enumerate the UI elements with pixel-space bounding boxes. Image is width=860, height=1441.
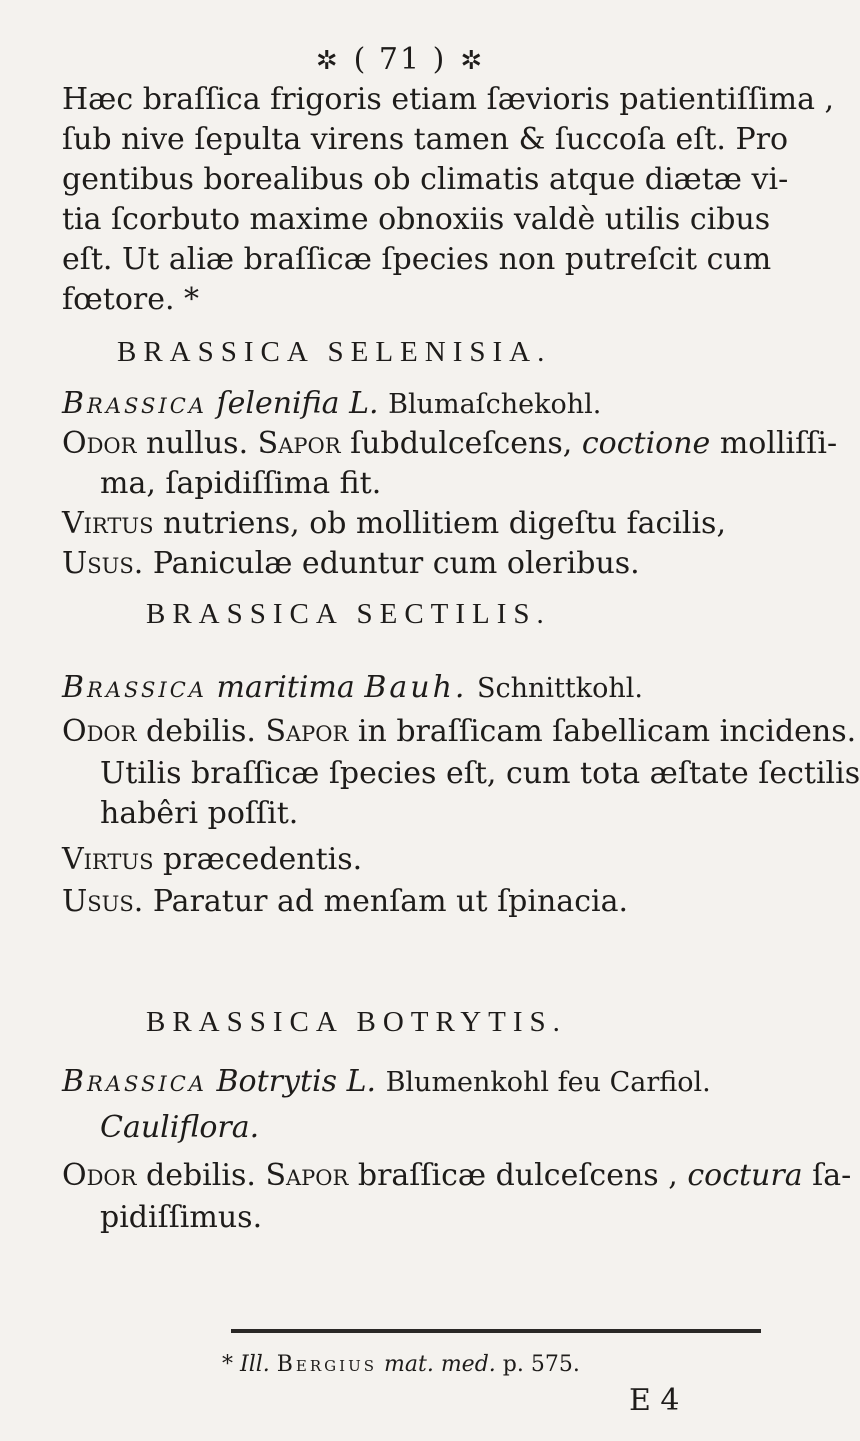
species-epithet: ſelenifia [216,386,340,421]
alternate-name: Cauliflora. [100,1110,260,1145]
german-name: Blumenkohl feu Carfiol. [385,1067,711,1098]
odor-label: Odor [62,426,137,461]
footnote-page: p. 575. [502,1352,580,1377]
sapor-text: braſſicæ dulceſcens , [357,1158,678,1193]
genus-name: Brassica [62,1064,207,1099]
virtus-text: præcedentis. [163,842,363,877]
species-author: L. [346,1064,377,1099]
running-header [0,42,800,77]
intro-line-1: Hæc braſſica frigoris etiam ſævioris patientiſſima , [62,82,835,117]
usus-label: Usus. [62,884,144,919]
sapor-label: Sapor [265,714,349,749]
footnote-work: mat. med. [384,1352,496,1377]
species-line-botrytis [62,1062,711,1103]
odor-text: nullus. [146,426,249,461]
intro-line-3: gentibus borealibus ob climatis atque diætæ vi- [62,162,789,197]
odor-line-sectilis [62,712,856,752]
section-heading-botrytis: BRASSICA BOTRYTIS. [146,1006,567,1038]
virtus-text: nutriens, ob mollitiem digeſtu facilis, [163,506,726,541]
species-line-sectilis [62,668,643,709]
sapor-text-end: molliſſi- [719,426,838,461]
virtus-line-selenisia [62,504,726,544]
odor-label: Odor [62,714,137,749]
odor-line-selenisia [62,424,837,464]
intro-line-4: tia ſcorbuto maxime obnoxiis valdè utilis cibus [62,202,771,237]
intro-line-6: fœtore. * [62,282,200,317]
usus-line-sectilis [62,882,628,922]
genus-name: Brassica [62,670,207,705]
virtus-label: Virtus [62,842,154,877]
odor-label: Odor [62,1158,137,1193]
usus-text: Paniculæ eduntur cum oleribus. [152,546,640,581]
german-name: Blumaſchekohl. [388,389,602,420]
footnote [222,1352,580,1377]
usus-text: Paratur ad menſam ut ſpinacia. [152,884,629,919]
footnote-mark: * [222,1352,233,1377]
signature-mark: E 4 [629,1383,680,1418]
sectilis-continuation-1: Utilis braſſicæ ſpecies eſt, cum tota æſtate ſectilis [100,756,860,791]
usus-line-selenisia [62,544,640,584]
odor-line-botrytis [62,1156,851,1196]
species-epithet: Botrytis [216,1064,338,1099]
footnote-ill: Ill. [240,1352,270,1377]
species-line-selenisia [62,384,601,425]
virtus-label: Virtus [62,506,154,541]
sapor-text-end: ſa- [812,1158,852,1193]
species-epithet: maritima [216,670,355,705]
odor-text: debilis. [146,1158,256,1193]
odor-text: debilis. [146,714,256,749]
section-heading-sectilis: BRASSICA SECTILIS. [146,598,551,630]
sapor-italic: coctione [581,426,711,461]
footnote-divider [231,1329,761,1333]
sapor-label: Sapor [257,426,341,461]
virtus-line-sectilis [62,840,362,880]
sapor-italic: coctura [687,1158,803,1193]
sectilis-continuation-2: habêri poſſit. [100,796,299,831]
sapor-label: Sapor [265,1158,349,1193]
footnote-author: Bergius [276,1352,378,1377]
sapor-text: in braſſicam ſabellicam incidens. [357,714,857,749]
genus-name: Brassica [62,386,207,421]
sapor-text: ſubdulceſcens, [350,426,573,461]
usus-label: Usus. [62,546,144,581]
sapor-continuation: ma, ſapidiſſima fit. [100,466,382,501]
ornament-star-left-icon: ✲ [315,46,340,76]
species-author: L. [349,386,379,421]
species-author: Bauh. [364,670,468,705]
german-name: Schnittkohl. [477,673,643,704]
section-heading-selenisia: BRASSICA SELENISIA. [117,336,552,368]
ornament-star-right-icon: ✲ [460,46,485,76]
sapor-continuation-botrytis: pidiſſimus. [100,1200,263,1235]
page-number: ( 71 ) [353,42,447,77]
intro-line-5: eſt. Ut aliæ braſſicæ ſpecies non putreſcit cum [62,242,772,277]
intro-line-2: ſub nive ſepulta virens tamen & ſuccoſa eſt. Pro [62,122,789,157]
